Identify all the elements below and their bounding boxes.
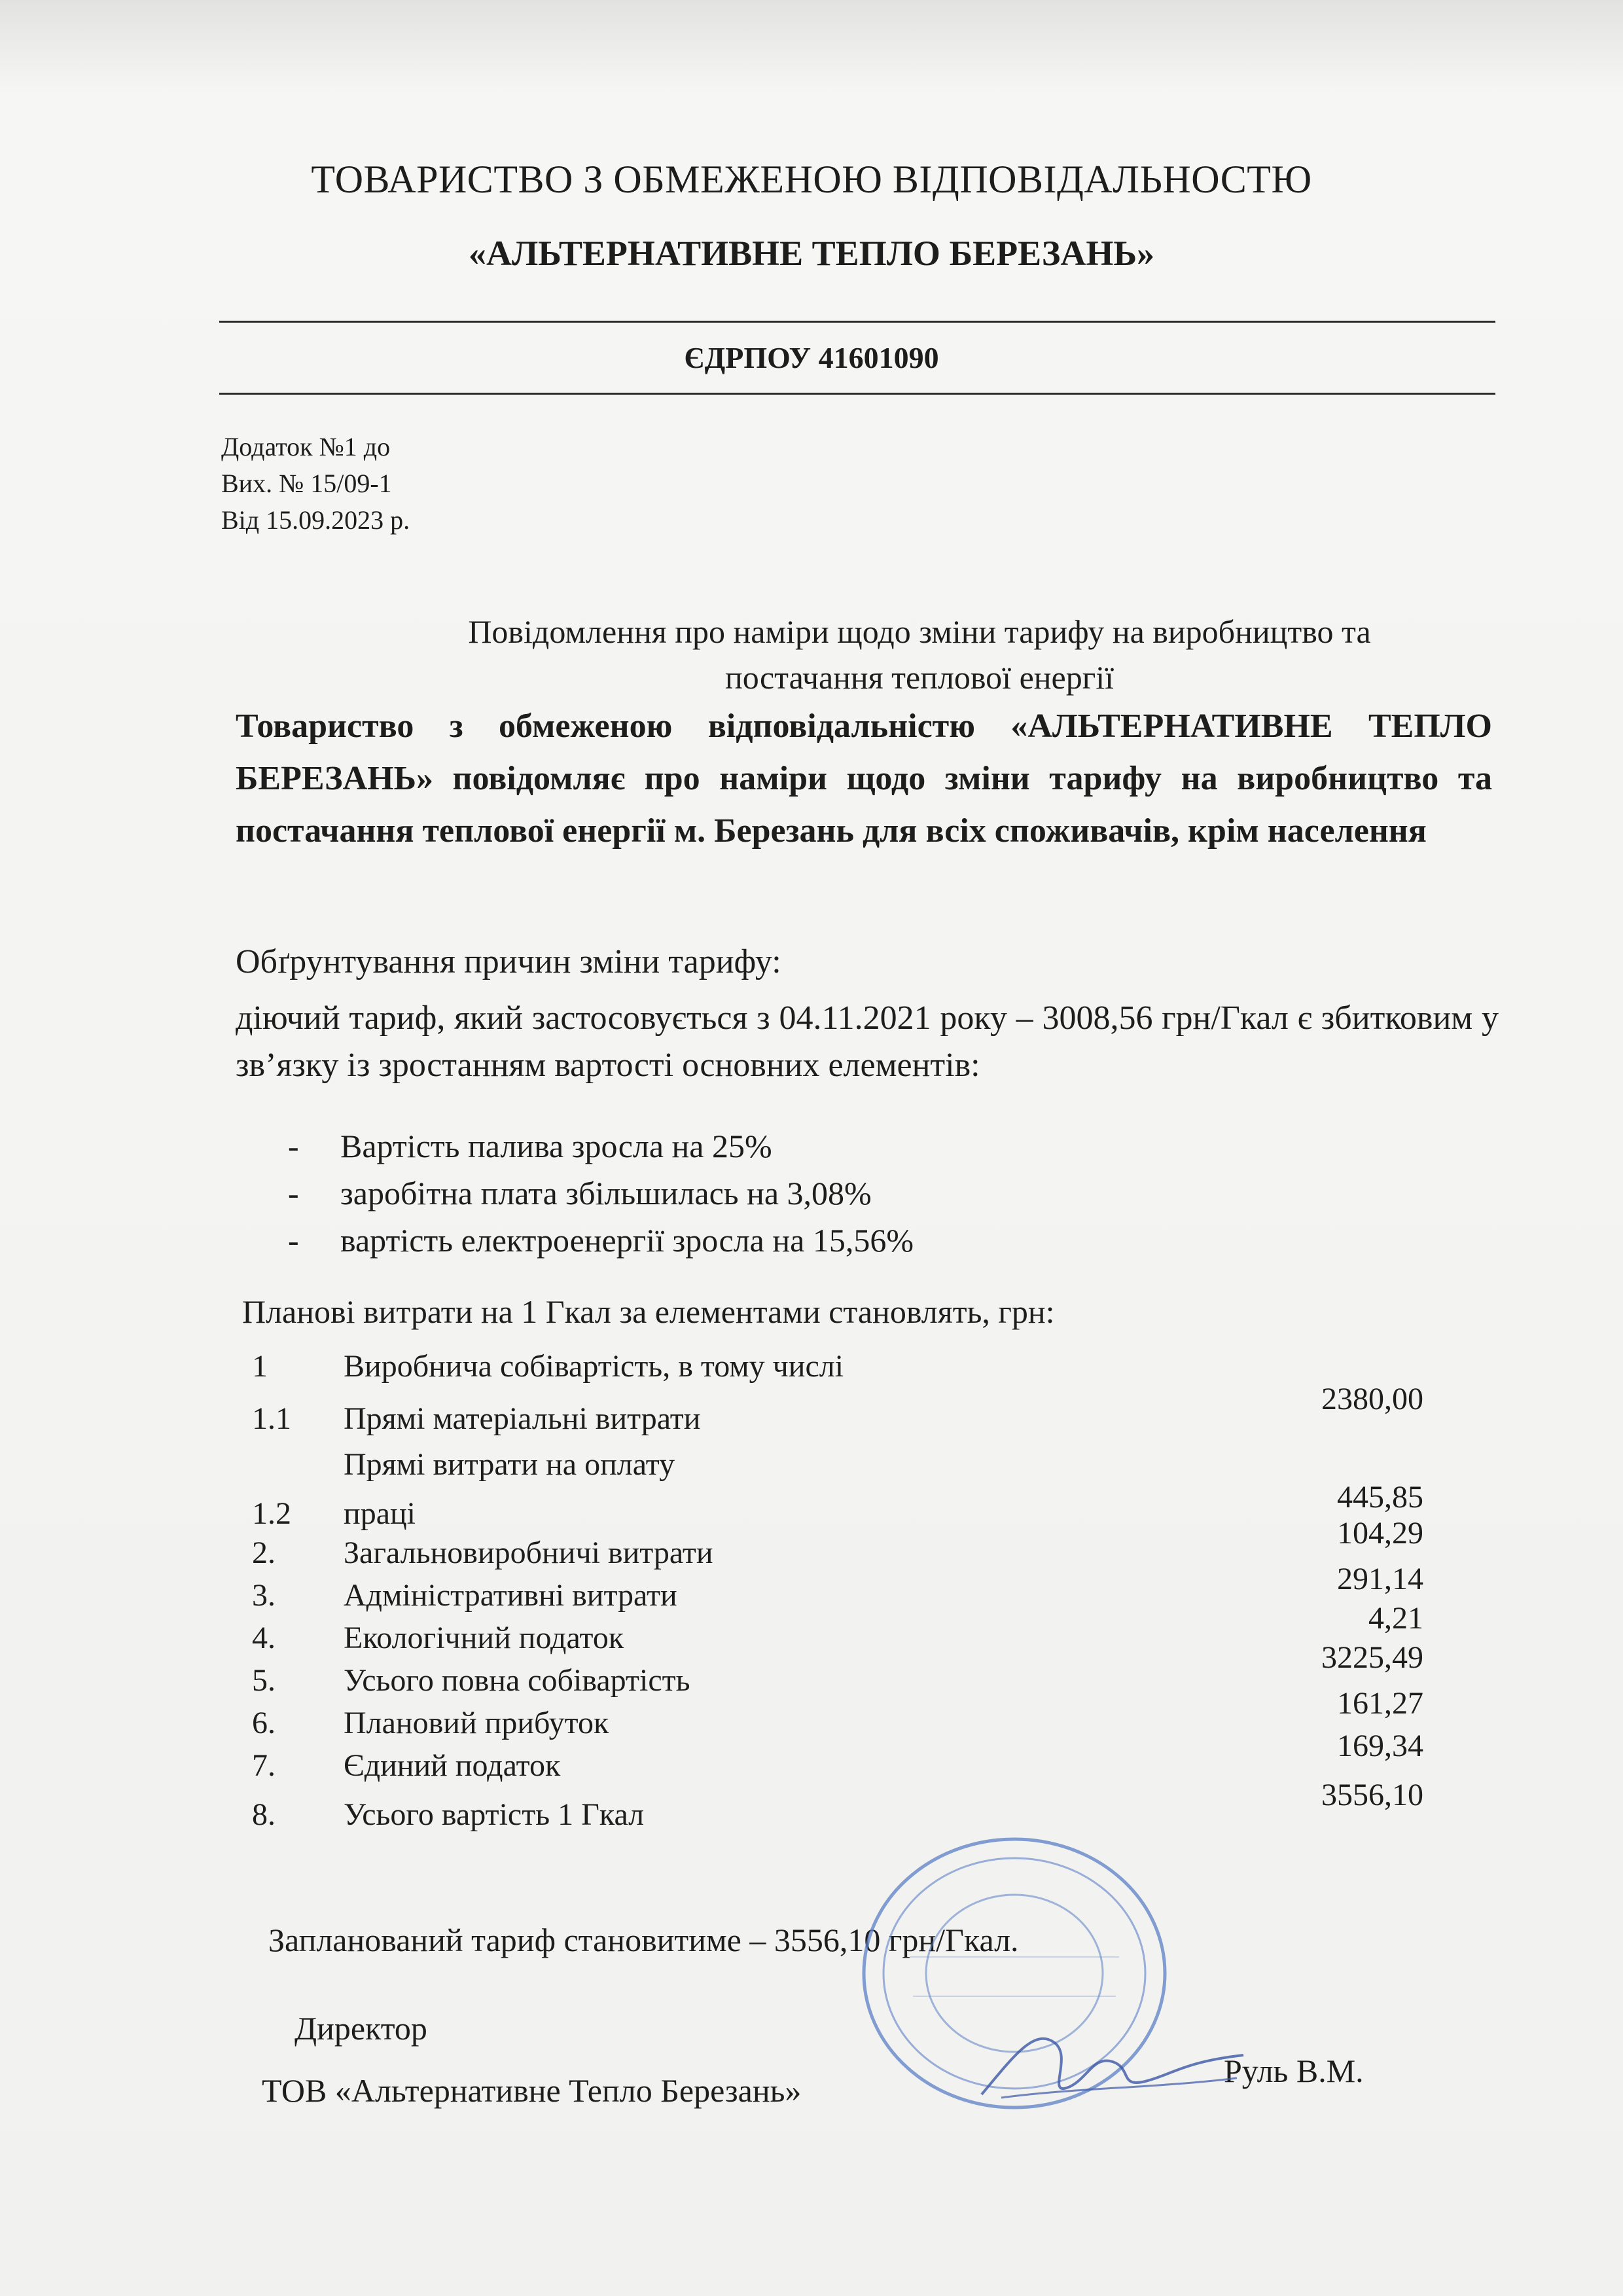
costs-heading: Планові витрати на 1 Гкал за елементами становлять, грн: (242, 1293, 1055, 1330)
basis-heading: Обґрунтування причин зміни тарифу: (236, 943, 781, 980)
header-divider-top (219, 321, 1495, 323)
planned-tariff-statement: Запланований тариф становитиме – 3556,10 грн/Гкал. (268, 1922, 1019, 1958)
edrpou-code: ЄДРПОУ 41601090 (684, 341, 939, 374)
addendum-line: Додаток №1 до (221, 432, 391, 461)
basis-paragraph: діючий тариф, який застосовується з 04.11.2021 року – 3008,56 грн/Гкал є збитковим у зв’язку із зростанням вартості основних елементів: (236, 999, 1499, 1084)
notice-title: Повідомлення про наміри щодо зміни тарифу на виробництво та постачання теплової енергії (468, 613, 1371, 696)
director-title: Директор (294, 2010, 427, 2047)
header-divider-bottom (219, 393, 1495, 395)
company-type-heading: ТОВАРИСТВО З ОБМЕЖЕНОЮ ВІДПОВІДАЛЬНОСТЮ (311, 158, 1312, 201)
document-page: ТОВАРИСТВО З ОБМЕЖЕНОЮ ВІДПОВІДАЛЬНОСТЮ «АЛЬТЕРНАТИВНЕ ТЕПЛО БЕРЕЗАНЬ» ЄДРПОУ 41601090 Додаток №1 до Вих. № 15/09-1 Від 15.09.2023 р. Повідомлення про наміри щодо зміни тарифу на виробництво та постачання теплової енергії Товариство з обмеженою відповідальністю «АЛЬТЕРНАТИВНЕ ТЕПЛО БЕРЕЗАНЬ» повідомляє про наміри щодо зміни тарифу на виробництво та постачання теплової енергії м. Березань для всіх споживачів, крім населення Обґрунтування причин зміни тарифу: діючий тариф, який застосовується з 04.11.2021 року – 3008,56 грн/Гкал є збитковим у зв’язку із зростанням вартості основних елементів: - Вартість палива зросла на 25% - заробітна плата збільшилась на 3,08% - вартість електроенергії зросла на 15,56% Планові витрати на 1 Гкал за елементами становлять, грн: 1 Виробнича собівартість, в тому числі 2380,00 1.1 Прямі матеріальні витрати Прямі витрати на оплату 445,85 1.2 праці 104,29 2. Загальновиробничі витрати 291,14 3. Адміністративні витрати 4,21 4. Екологічний податок 3225,49 5. Усього повна собівартість 161,27 6. Плановий прибуток 169,34 7. Єдиний податок 3556,10 8. Усього вартість 1 Гкал Запланований тариф становитиме – 3556,10 грн/Гкал. Директор ТОВ «Альтернативне Тепло Березань» Руль В.М. (0, 0, 1623, 2296)
list-item: - вартість електроенергії зросла на 15,56% (288, 1222, 914, 1259)
company-name-heading: «АЛЬТЕРНАТИВНЕ ТЕПЛО БЕРЕЗАНЬ» (468, 234, 1155, 273)
signatory-name: Руль В.М. (1224, 2053, 1364, 2089)
handwritten-signature (975, 2016, 1250, 2114)
addendum-date: Від 15.09.2023 р. (221, 505, 410, 535)
reasons-list (288, 1122, 914, 1264)
notice-lead-paragraph: Товариство з обмеженою відповідальністю «АЛЬТЕРНАТИВНЕ ТЕПЛО БЕРЕЗАНЬ» повідомляє про наміри щодо зміни тарифу на виробництво та постачання теплової енергії м. Березань для всіх споживачів, крім населення (236, 708, 1492, 850)
addendum-block (221, 429, 410, 539)
list-item: - заробітна плата збільшилась на 3,08% (288, 1175, 872, 1211)
signatory-organization: ТОВ «Альтернативне Тепло Березань» (262, 2072, 802, 2109)
outgoing-number: Вих. № 15/09-1 (221, 469, 392, 498)
scan-shadow (0, 0, 1623, 92)
list-item: - Вартість палива зросла на 25% (288, 1128, 772, 1164)
